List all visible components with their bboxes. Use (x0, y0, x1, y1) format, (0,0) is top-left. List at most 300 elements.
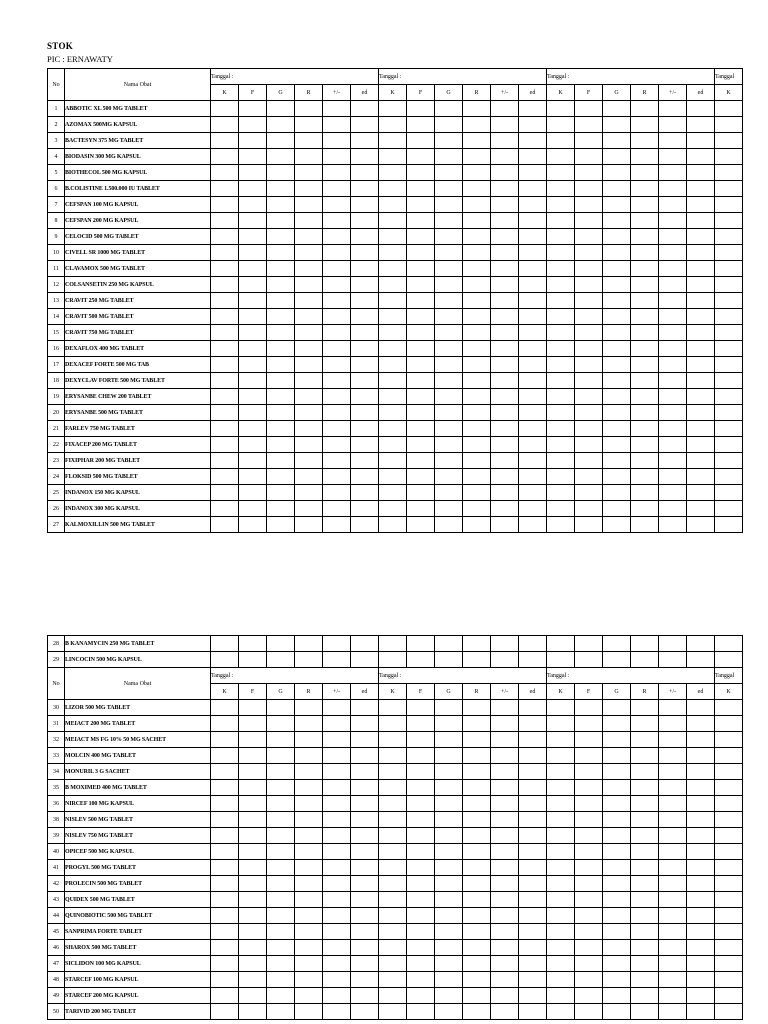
stock-entry-cell (687, 101, 715, 117)
stock-entry-cell (351, 828, 379, 844)
stock-entry-cell (239, 149, 267, 165)
stock-entry-cell (239, 469, 267, 485)
stock-entry-cell (267, 485, 295, 501)
row-number: 35 (48, 780, 65, 796)
stock-entry-cell (267, 860, 295, 876)
stock-entry-cell (323, 828, 351, 844)
stock-entry-cell (407, 437, 435, 453)
stock-entry-cell (267, 732, 295, 748)
row-number: 44 (48, 908, 65, 924)
stock-entry-cell (407, 844, 435, 860)
stock-entry-cell (519, 165, 547, 181)
stock-entry-cell (631, 812, 659, 828)
table-row (48, 780, 743, 796)
stock-entry-cell (239, 213, 267, 229)
table-row (48, 517, 743, 533)
row-number: 29 (48, 652, 65, 668)
stock-entry-cell (463, 844, 491, 860)
stock-entry-cell (659, 764, 687, 780)
stock-entry-cell (715, 876, 743, 892)
stock-entry-cell (575, 341, 603, 357)
stock-entry-cell (435, 764, 463, 780)
stock-entry-cell (547, 860, 575, 876)
stock-entry-cell (659, 876, 687, 892)
stock-entry-cell (603, 700, 631, 716)
stock-entry-cell (323, 732, 351, 748)
page-title: STOK (47, 41, 74, 51)
stock-entry-cell (547, 940, 575, 956)
stock-entry-cell (379, 700, 407, 716)
stock-entry-cell (379, 245, 407, 261)
stock-entry-cell (519, 988, 547, 1004)
stock-entry-cell (575, 636, 603, 652)
drug-name: BIODASIN 300 MG KAPSUL (65, 149, 211, 165)
table-row (48, 636, 743, 652)
tanggal-header: Tanggal : (379, 69, 547, 85)
row-number: 36 (48, 796, 65, 812)
stock-entry-cell (603, 636, 631, 652)
stock-entry-cell (603, 405, 631, 421)
stock-entry-cell (631, 149, 659, 165)
subcolumn-header: F (239, 684, 267, 700)
stock-entry-cell (211, 453, 239, 469)
stock-entry-cell (519, 700, 547, 716)
stock-entry-cell (631, 453, 659, 469)
stock-entry-cell (351, 341, 379, 357)
stock-entry-cell (239, 181, 267, 197)
stock-entry-cell (351, 908, 379, 924)
stock-entry-cell (379, 165, 407, 181)
stock-entry-cell (351, 860, 379, 876)
stock-entry-cell (295, 828, 323, 844)
stock-entry-cell (351, 309, 379, 325)
stock-entry-cell (631, 764, 659, 780)
stock-entry-cell (519, 908, 547, 924)
stock-entry-cell (687, 716, 715, 732)
stock-entry-cell (407, 764, 435, 780)
stock-entry-cell (295, 341, 323, 357)
stock-entry-cell (715, 956, 743, 972)
stock-entry-cell (407, 453, 435, 469)
stock-entry-cell (603, 325, 631, 341)
stock-entry-cell (547, 309, 575, 325)
subcolumn-header: R (295, 85, 323, 101)
stock-entry-cell (659, 117, 687, 133)
drug-name: TARIVID 200 MG TABLET (65, 1004, 211, 1020)
row-number: 23 (48, 453, 65, 469)
stock-entry-cell (715, 940, 743, 956)
table-row (48, 117, 743, 133)
stock-entry-cell (463, 213, 491, 229)
stock-entry-cell (211, 940, 239, 956)
stock-entry-cell (323, 181, 351, 197)
column-header-no: No (48, 69, 65, 101)
stock-entry-cell (463, 181, 491, 197)
stock-entry-cell (295, 892, 323, 908)
stock-entry-cell (575, 732, 603, 748)
stock-entry-cell (575, 197, 603, 213)
row-number: 14 (48, 309, 65, 325)
stock-entry-cell (211, 229, 239, 245)
table-row (48, 828, 743, 844)
stock-entry-cell (519, 341, 547, 357)
stock-entry-cell (351, 796, 379, 812)
stock-entry-cell (575, 844, 603, 860)
stock-entry-cell (519, 453, 547, 469)
drug-name: CEFSPAN 100 MG KAPSUL (65, 197, 211, 213)
stock-entry-cell (547, 1004, 575, 1020)
table-row (48, 764, 743, 780)
stock-entry-cell (295, 636, 323, 652)
stock-entry-cell (211, 972, 239, 988)
stock-entry-cell (323, 876, 351, 892)
stock-entry-cell (519, 812, 547, 828)
stock-entry-cell (239, 229, 267, 245)
stock-entry-cell (631, 469, 659, 485)
stock-entry-cell (295, 293, 323, 309)
stock-entry-cell (211, 357, 239, 373)
stock-entry-cell (407, 325, 435, 341)
stock-entry-cell (575, 892, 603, 908)
stock-entry-cell (715, 924, 743, 940)
stock-entry-cell (715, 165, 743, 181)
stock-entry-cell (295, 277, 323, 293)
drug-name: MOLCIN 400 MG TABLET (65, 748, 211, 764)
row-number: 22 (48, 437, 65, 453)
stock-entry-cell (631, 293, 659, 309)
stock-entry-cell (379, 341, 407, 357)
stock-entry-cell (687, 453, 715, 469)
stock-entry-cell (547, 453, 575, 469)
table-row (48, 261, 743, 277)
stock-entry-cell (407, 165, 435, 181)
stock-entry-cell (463, 469, 491, 485)
stock-entry-cell (491, 245, 519, 261)
stock-entry-cell (687, 972, 715, 988)
stock-entry-cell (323, 421, 351, 437)
drug-name: INDANOX 300 MG KAPSUL (65, 501, 211, 517)
stock-entry-cell (211, 517, 239, 533)
stock-entry-cell (715, 1004, 743, 1020)
stock-entry-cell (435, 165, 463, 181)
stock-entry-cell (295, 117, 323, 133)
drug-name: PROLECIN 500 MG TABLET (65, 876, 211, 892)
stock-entry-cell (267, 988, 295, 1004)
stock-entry-cell (323, 860, 351, 876)
stock-entry-cell (323, 149, 351, 165)
stock-entry-cell (463, 972, 491, 988)
stock-entry-cell (239, 796, 267, 812)
drug-name: MEIACT MS FG 10% 50 MG SACHET (65, 732, 211, 748)
row-number: 31 (48, 716, 65, 732)
subcolumn-header: ed (351, 684, 379, 700)
stock-entry-cell (547, 636, 575, 652)
stock-table-1 (47, 68, 743, 533)
stock-entry-cell (715, 988, 743, 1004)
stock-entry-cell (547, 748, 575, 764)
stock-entry-cell (435, 796, 463, 812)
stock-entry-cell (547, 700, 575, 716)
stock-entry-cell (547, 924, 575, 940)
stock-entry-cell (547, 373, 575, 389)
stock-entry-cell (491, 716, 519, 732)
stock-entry-cell (659, 812, 687, 828)
stock-entry-cell (491, 261, 519, 277)
stock-entry-cell (463, 780, 491, 796)
stock-entry-cell (547, 293, 575, 309)
stock-entry-cell (491, 700, 519, 716)
stock-entry-cell (407, 229, 435, 245)
stock-entry-cell (267, 133, 295, 149)
drug-name: LIZOR 500 MG TABLET (65, 700, 211, 716)
stock-entry-cell (435, 652, 463, 668)
stock-entry-cell (715, 892, 743, 908)
subcolumn-header: +/- (491, 85, 519, 101)
stock-entry-cell (407, 700, 435, 716)
stock-entry-cell (267, 876, 295, 892)
stock-entry-cell (659, 389, 687, 405)
stock-entry-cell (603, 908, 631, 924)
stock-entry-cell (687, 501, 715, 517)
stock-entry-cell (463, 117, 491, 133)
stock-entry-cell (379, 117, 407, 133)
stock-entry-cell (435, 421, 463, 437)
drug-name: STARCEF 200 MG KAPSUL (65, 988, 211, 1004)
subcolumn-header: +/- (323, 684, 351, 700)
stock-entry-cell (687, 860, 715, 876)
stock-entry-cell (379, 812, 407, 828)
stock-entry-cell (267, 309, 295, 325)
stock-entry-cell (267, 453, 295, 469)
stock-entry-cell (351, 924, 379, 940)
stock-entry-cell (603, 213, 631, 229)
stock-entry-cell (351, 197, 379, 213)
stock-entry-cell (211, 956, 239, 972)
stock-entry-cell (575, 972, 603, 988)
stock-entry-cell (211, 812, 239, 828)
stock-entry-cell (323, 908, 351, 924)
stock-entry-cell (379, 732, 407, 748)
stock-entry-cell (323, 197, 351, 213)
stock-entry-cell (603, 517, 631, 533)
stock-entry-cell (715, 357, 743, 373)
stock-entry-cell (407, 373, 435, 389)
stock-entry-cell (351, 213, 379, 229)
stock-entry-cell (519, 636, 547, 652)
stock-entry-cell (631, 181, 659, 197)
stock-entry-cell (435, 924, 463, 940)
subcolumn-header: K (379, 85, 407, 101)
stock-entry-cell (267, 924, 295, 940)
stock-entry-cell (715, 828, 743, 844)
drug-name: MEIACT 200 MG TABLET (65, 716, 211, 732)
stock-entry-cell (463, 277, 491, 293)
stock-entry-cell (351, 261, 379, 277)
stock-entry-cell (407, 133, 435, 149)
stock-entry-cell (323, 469, 351, 485)
stock-entry-cell (323, 357, 351, 373)
stock-entry-cell (687, 213, 715, 229)
stock-entry-cell (603, 453, 631, 469)
stock-entry-cell (603, 357, 631, 373)
stock-entry-cell (267, 293, 295, 309)
stock-entry-cell (323, 229, 351, 245)
stock-entry-cell (603, 1004, 631, 1020)
drug-name: PROGYL 500 MG TABLET (65, 860, 211, 876)
table-row (48, 469, 743, 485)
stock-entry-cell (519, 876, 547, 892)
subcolumn-header: R (463, 85, 491, 101)
stock-entry-cell (351, 972, 379, 988)
stock-entry-cell (547, 261, 575, 277)
stock-entry-cell (295, 796, 323, 812)
stock-entry-cell (631, 437, 659, 453)
stock-entry-cell (323, 748, 351, 764)
drug-name: DEXAFLOX 400 MG TABLET (65, 341, 211, 357)
stock-entry-cell (379, 421, 407, 437)
stock-entry-cell (547, 892, 575, 908)
stock-entry-cell (295, 700, 323, 716)
stock-entry-cell (379, 357, 407, 373)
stock-entry-cell (547, 972, 575, 988)
stock-entry-cell (715, 101, 743, 117)
stock-entry-cell (687, 309, 715, 325)
stock-entry-cell (659, 972, 687, 988)
stock-entry-cell (659, 437, 687, 453)
stock-entry-cell (351, 437, 379, 453)
stock-entry-cell (603, 341, 631, 357)
stock-entry-cell (631, 876, 659, 892)
stock-entry-cell (603, 245, 631, 261)
stock-entry-cell (407, 277, 435, 293)
stock-entry-cell (519, 181, 547, 197)
drug-name: LINCOCIN 500 MG KAPSUL (65, 652, 211, 668)
stock-entry-cell (603, 860, 631, 876)
stock-entry-cell (351, 421, 379, 437)
stock-entry-cell (491, 636, 519, 652)
stock-entry-cell (659, 988, 687, 1004)
stock-entry-cell (267, 908, 295, 924)
stock-entry-cell (575, 357, 603, 373)
stock-entry-cell (239, 924, 267, 940)
drug-name: BIOTHECOL 500 MG KAPSUL (65, 165, 211, 181)
stock-entry-cell (631, 956, 659, 972)
stock-entry-cell (323, 213, 351, 229)
row-number: 18 (48, 373, 65, 389)
stock-entry-cell (211, 1004, 239, 1020)
drug-name: QUIDEX 500 MG TABLET (65, 892, 211, 908)
table-row (48, 940, 743, 956)
stock-entry-cell (631, 421, 659, 437)
stock-entry-cell (575, 908, 603, 924)
stock-entry-cell (659, 780, 687, 796)
stock-entry-cell (491, 293, 519, 309)
stock-entry-cell (659, 181, 687, 197)
subcolumn-header: F (407, 85, 435, 101)
stock-entry-cell (575, 956, 603, 972)
stock-entry-cell (715, 636, 743, 652)
stock-entry-cell (659, 844, 687, 860)
stock-entry-cell (211, 796, 239, 812)
stock-entry-cell (575, 309, 603, 325)
row-number: 7 (48, 197, 65, 213)
table-row (48, 892, 743, 908)
stock-entry-cell (659, 357, 687, 373)
stock-entry-cell (239, 133, 267, 149)
stock-entry-cell (407, 940, 435, 956)
stock-entry-cell (519, 357, 547, 373)
stock-entry-cell (575, 485, 603, 501)
stock-entry-cell (715, 796, 743, 812)
stock-entry-cell (715, 149, 743, 165)
stock-entry-cell (435, 780, 463, 796)
stock-entry-cell (631, 389, 659, 405)
stock-entry-cell (659, 908, 687, 924)
stock-entry-cell (295, 149, 323, 165)
stock-entry-cell (351, 101, 379, 117)
stock-entry-cell (239, 892, 267, 908)
stock-entry-cell (519, 828, 547, 844)
stock-entry-cell (575, 245, 603, 261)
table-row (48, 181, 743, 197)
stock-entry-cell (631, 780, 659, 796)
stock-entry-cell (715, 341, 743, 357)
stock-entry-cell (407, 748, 435, 764)
drug-name: CIVELL SR 1000 MG TABLET (65, 245, 211, 261)
stock-entry-cell (463, 133, 491, 149)
stock-entry-cell (463, 716, 491, 732)
stock-entry-cell (519, 469, 547, 485)
stock-entry-cell (211, 133, 239, 149)
stock-entry-cell (519, 261, 547, 277)
stock-entry-cell (491, 133, 519, 149)
drug-name: CELOCID 500 MG TABLET (65, 229, 211, 245)
column-header-name: Nama Obat (65, 668, 211, 700)
stock-entry-cell (687, 956, 715, 972)
drug-name: SHAROX 500 MG TABLET (65, 940, 211, 956)
stock-entry-cell (211, 165, 239, 181)
stock-entry-cell (463, 652, 491, 668)
stock-entry-cell (519, 229, 547, 245)
stock-entry-cell (659, 517, 687, 533)
stock-entry-cell (603, 988, 631, 1004)
stock-entry-cell (715, 812, 743, 828)
stock-entry-cell (491, 213, 519, 229)
stock-entry-cell (575, 389, 603, 405)
stock-entry-cell (463, 229, 491, 245)
stock-entry-cell (211, 245, 239, 261)
stock-entry-cell (687, 892, 715, 908)
stock-entry-cell (575, 796, 603, 812)
stock-entry-cell (603, 133, 631, 149)
stock-entry-cell (295, 357, 323, 373)
stock-entry-cell (575, 149, 603, 165)
stock-entry-cell (603, 261, 631, 277)
stock-entry-cell (463, 764, 491, 780)
stock-entry-cell (631, 277, 659, 293)
stock-entry-cell (379, 101, 407, 117)
stock-entry-cell (323, 636, 351, 652)
table-row (48, 389, 743, 405)
stock-entry-cell (659, 453, 687, 469)
stock-entry-cell (407, 485, 435, 501)
stock-entry-cell (687, 405, 715, 421)
stock-entry-cell (631, 908, 659, 924)
stock-entry-cell (631, 309, 659, 325)
stock-entry-cell (379, 149, 407, 165)
stock-entry-cell (323, 988, 351, 1004)
stock-entry-cell (267, 405, 295, 421)
